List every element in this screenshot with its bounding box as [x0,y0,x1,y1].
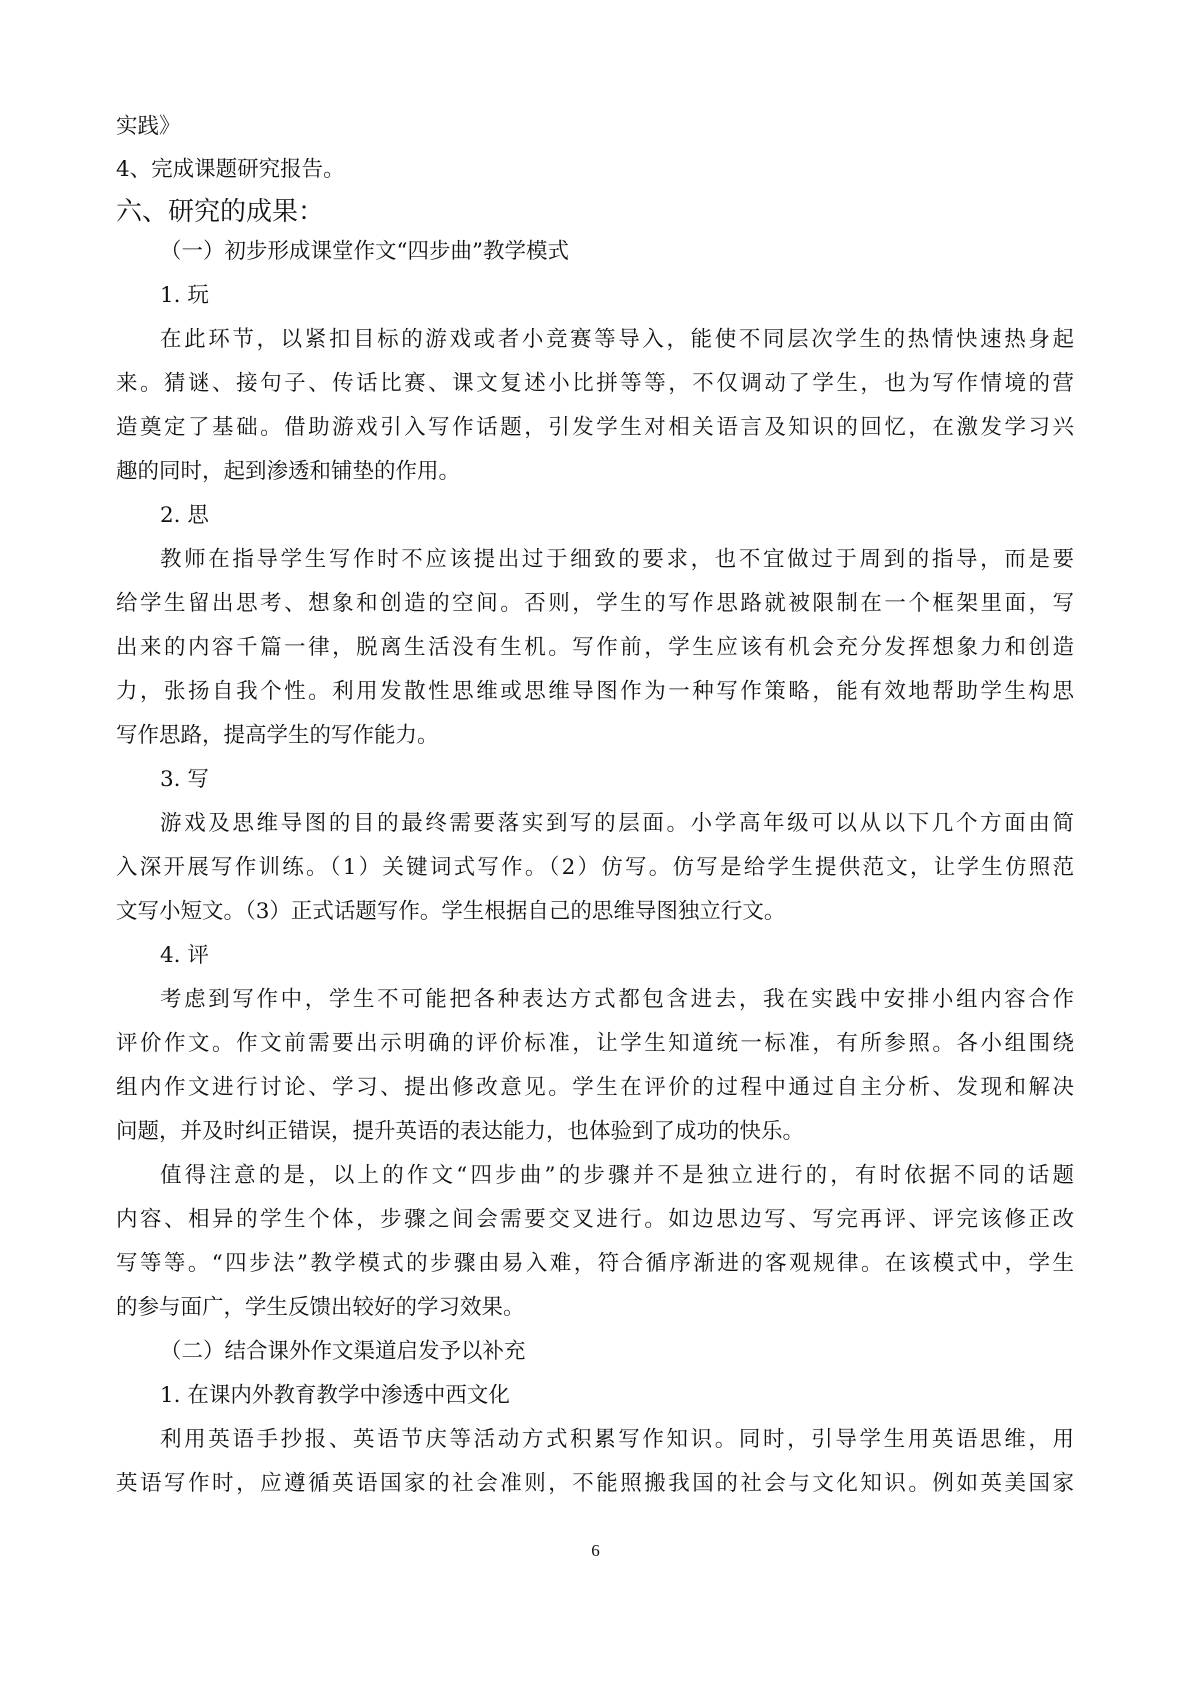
subsection-heading: （二）结合课外作文渠道启发予以补充 [160,1339,526,1364]
paragraph-line: 组内作文进行讨论、学习、提出修改意见。学生在评价的过程中通过自主分析、发现和解决 [116,1075,1074,1100]
paragraph-line: 内容、相异的学生个体，步骤之间会需要交叉进行。如边思边写、写完再评、评完该修正改 [116,1207,1074,1232]
item-heading: 1. 玩 [160,283,209,308]
paragraph-line: 力，张扬自我个性。利用发散性思维或思维导图作为一种写作策略，能有效地帮助学生构思 [116,679,1074,704]
paragraph-line: 的参与面广，学生反馈出较好的学习效果。 [116,1295,525,1320]
paragraph-line: 给学生留出思考、想象和创造的空间。否则，学生的写作思路就被限制在一个框架里面，写 [116,591,1074,616]
item-heading: 2. 思 [160,503,209,528]
paragraph-line: 评价作文。作文前需要出示明确的评价标准，让学生知道统一标准，有所参照。各小组围绕 [116,1031,1074,1056]
paragraph-line: 出来的内容千篇一律，脱离生活没有生机。写作前，学生应该有机会充分发挥想象力和创造 [116,635,1074,660]
paragraph-line: 教师在指导学生写作时不应该提出过于细致的要求，也不宜做过于周到的指导，而是要 [160,547,1074,572]
paragraph-line: 来。猜谜、接句子、传话比赛、课文复述小比拼等等，不仅调动了学生，也为写作情境的营 [116,371,1074,396]
item-heading: 1. 在课内外教育教学中渗透中西文化 [160,1383,510,1408]
paragraph-line: 趣的同时，起到渗透和铺垫的作用。 [116,459,461,484]
paragraph-line: 写作思路，提高学生的写作能力。 [116,723,439,748]
text-line: 实践》 [116,114,181,139]
paragraph-line: 游戏及思维导图的目的最终需要落实到写的层面。小学高年级可以从以下几个方面由简 [160,811,1074,836]
section-heading: 六、研究的成果： [116,197,325,227]
list-item: 4、完成课题研究报告。 [116,157,345,182]
paragraph-line: 入深开展写作训练。（1）关键词式写作。（2）仿写。仿写是给学生提供范文，让学生仿照范 [116,855,1074,880]
subsection-heading: （一）初步形成课堂作文“四步曲”教学模式 [160,239,569,264]
item-heading: 3. 写 [160,767,209,792]
paragraph-line: 问题，并及时纠正错误，提升英语的表达能力，也体验到了成功的快乐。 [116,1119,805,1144]
paragraph-line: 在此环节，以紧扣目标的游戏或者小竞赛等导入，能使不同层次学生的热情快速热身起 [160,327,1074,352]
paragraph-line: 写等等。“四步法”教学模式的步骤由易入难，符合循序渐进的客观规律。在该模式中，学生 [116,1251,1074,1276]
paragraph-line: 值得注意的是，以上的作文“四步曲”的步骤并不是独立进行的，有时依据不同的话题 [160,1163,1074,1188]
paragraph-line: 造奠定了基础。借助游戏引入写作话题，引发学生对相关语言及知识的回忆，在激发学习兴 [116,415,1074,440]
paragraph-line: 利用英语手抄报、英语节庆等活动方式积累写作知识。同时，引导学生用英语思维，用 [160,1427,1074,1452]
page-number: 6 [591,1541,600,1560]
paragraph-line: 文写小短文。（3）正式话题写作。学生根据自己的思维导图独立行文。 [116,899,786,924]
paragraph-line: 考虑到写作中，学生不可能把各种表达方式都包含进去，我在实践中安排小组内容合作 [160,987,1074,1012]
paragraph-line: 英语写作时，应遵循英语国家的社会准则，不能照搬我国的社会与文化知识。例如英美国家 [116,1471,1074,1496]
item-heading: 4. 评 [160,943,209,968]
